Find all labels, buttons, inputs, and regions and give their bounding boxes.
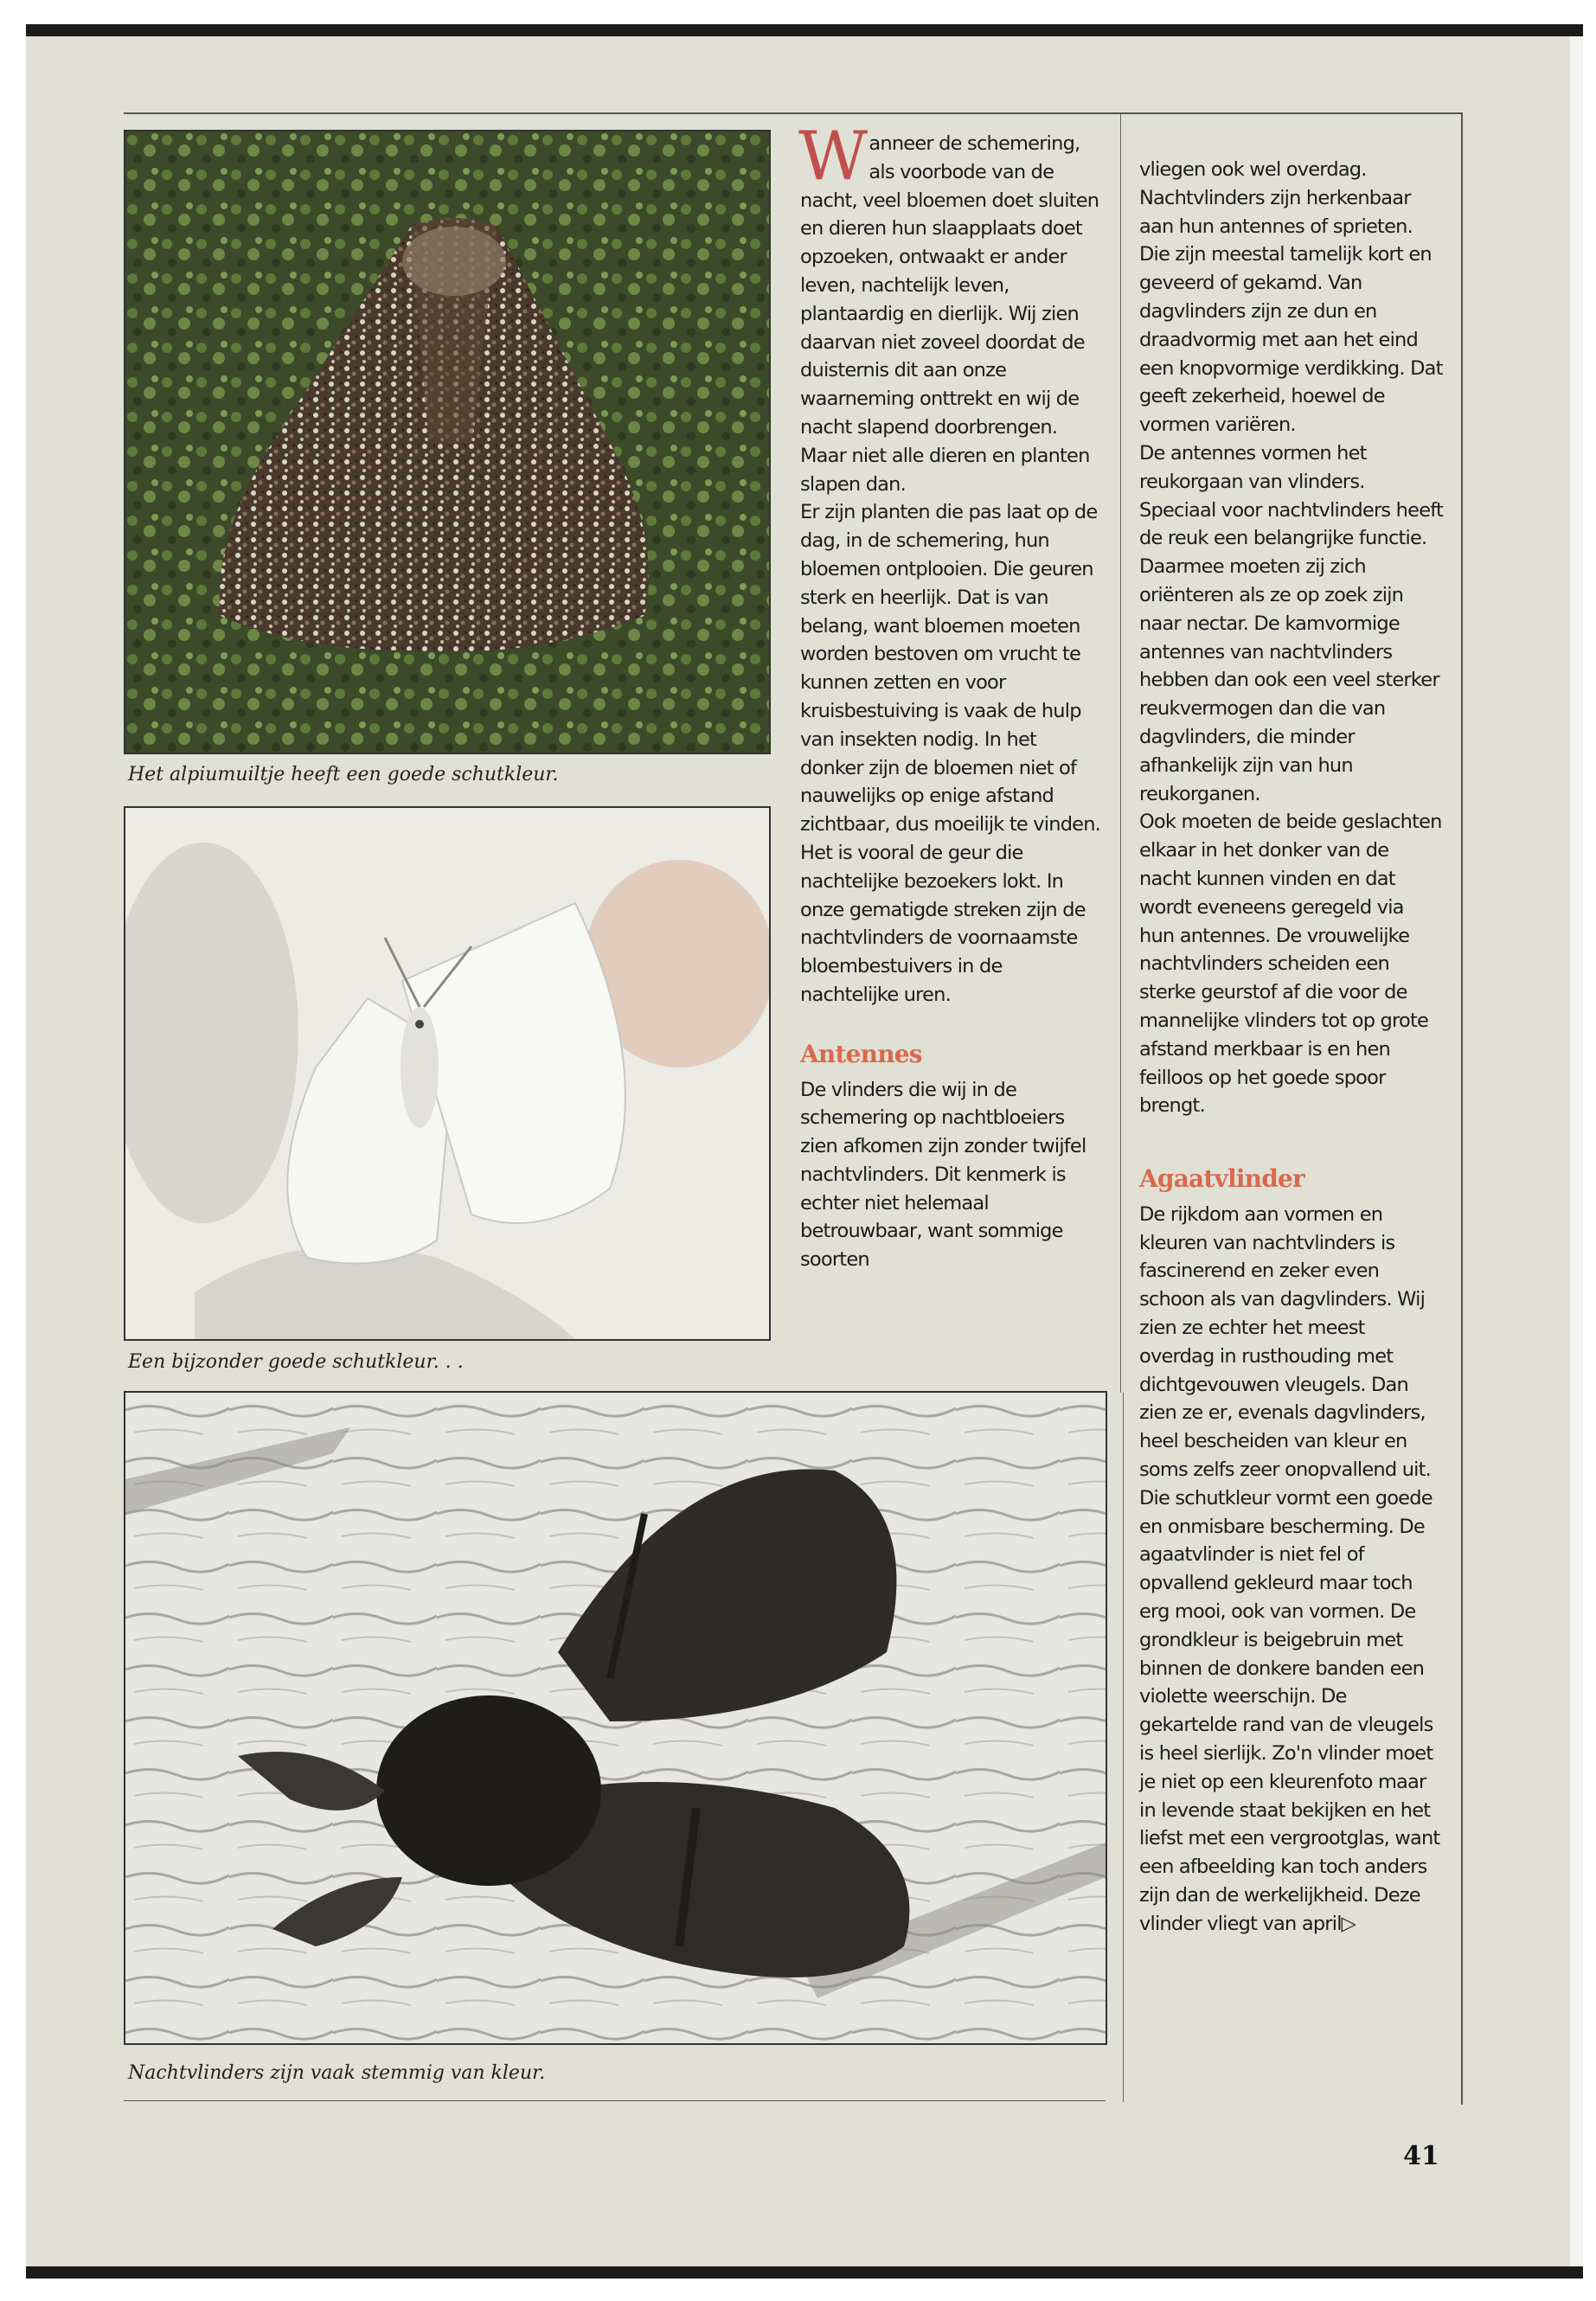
paragraph-smell-organ: De antennes vormen het reukorgaan van vlinders. Speciaal voor nachtvlinders heeft de reuk een belangrijke functie. Daarmee moeten zij zich oriënteren als ze op zoek zijn naar nectar. De kamvormige antennes van nachtvlinders hebben dan ook een veel sterker reukvermogen dan die van dagvlinders, die minder afhankelijk zijn van hun reukorganen. (1139, 441, 1443, 805)
paragraph-night-flowers: Er zijn planten die pas laat op de dag, in de schemering, hun bloemen ontplooien. Die geuren sterk en heerlijk. Dat is van belang, want bloemen moeten worden bestoven om vrucht te kunnen zetten en voor kruisbestuiving is vaak de hulp van insekten nodig. In het donker zijn de bloemen niet of nauwelijks op enige afstand zichtbaar, dus moeilijk te vinden. Het is vooral de geur die nachtelijke bezoekers lokt. In onze gematigde streken zijn de nachtvlinders de voornaamste bloembestuivers in de nachtelijke uren. (800, 501, 1101, 1006)
intro-paragraph (798, 118, 1105, 498)
heading-agaatvlinder: Agaatvlinder (1139, 1164, 1304, 1194)
caption-photo3: Nachtvlinders zijn vaak stemmig van kleur. (128, 2062, 546, 2084)
drop-cap: W (798, 118, 868, 195)
agaatvlinder-text: De rijkdom aan vormen en kleuren van nachtvlinders is fascinerend en zeker even schoon als van dagvlinders. Wij zien ze echter het meest overdag in rusthouding met dichtgevouwen vleugels. Dan zien ze er, evenals dagvlinders, heel bescheiden van kleur en soms zelfs zeer onopvallend uit. Die schutkleur vormt een goede en onmisbare bescherming. De agaatvlinder is niet fel of opvallend gekleurd maar toch erg mooi, ook van vormen. De grondkleur is beigebruin met binnen de donkere banden een violette weerschijn. De gekartelde rand van de vleugels is heel sierlijk. Zo'n vlinder moet je niet op een kleurenfoto maar in levende staat bekijken en het liefst met een vergrootglas, want een afbeelding kan toch anders zijn dan de werkelijkheid. Deze vlinder vliegt van april (1139, 1202, 1440, 1935)
paragraph-scent-mating: Ook moeten de beide geslachten elkaar in het donker van de nacht kunnen vinden en dat wordt eveneens geregeld via hun antennes. De vrouwelijke nachtvlinders scheiden een sterke geurstof af die voor de mannelijke vlinders tot op grote afstand merkbaar is en hen feilloos op het goede spoor brengt. (1139, 811, 1442, 1118)
right-page-edge (1570, 36, 1583, 2266)
heading-antennes: Antennes (800, 1039, 922, 1068)
intro-text: anneer de schemering, als voorbode van de nacht, veel bloemen doet sluiten en dieren hun slaapplaats doet opzoeken, ontwaakt er ander leven, nachtelijk leven, plantaardig en dierlijk. Wij zien daarvan niet zoveel doordat de duisternis dit aan onze waarneming onttrekt en wij de nacht slapend doorbrengen. Maar niet alle dieren en planten slapen dan. (800, 132, 1099, 496)
caption-photo2: Een bijzonder goede schutkleur. . . (128, 1351, 464, 1373)
top-scan-border (26, 24, 1583, 36)
continue-arrow-icon: ▷ (1341, 1912, 1356, 1935)
photo-alpine-moth (124, 130, 771, 754)
column-divider-lower (1123, 1393, 1124, 2102)
paragraph-daytime-flight: vliegen ook wel overdag. Nachtvlinders zijn herkenbaar aan hun antennes of sprieten. Die zijn meestal tamelijk kort en geveerd of gekamd. Van dagvlinders zijn ze dun en draadvormig met aan het eind een knopvormige verdikking. Dat geeft zekerheid, hoewel de vormen variëren. (1139, 158, 1443, 437)
text-column-2 (1139, 156, 1444, 1939)
photo-white-moth (124, 806, 771, 1341)
right-rule (1461, 112, 1463, 2105)
photo-dark-moth (124, 1391, 1107, 2045)
bottom-scan-border (26, 2266, 1583, 2279)
bottom-rule (124, 2100, 1106, 2101)
paragraph-antennes-intro: De vlinders die wij in de schemering op nachtbloeiers zien afkomen zijn zonder twijfel nachtvlinders. Dit kenmerk is echter niet helemaal betrouwbaar, want sommige soorten (800, 1078, 1086, 1272)
text-column-1 (798, 118, 1105, 1274)
column-divider-upper (1120, 114, 1121, 1393)
paragraph-agaatvlinder (1139, 1201, 1444, 1939)
caption-photo1: Het alpiumuiltje heeft een goede schutkleur. (128, 764, 559, 785)
top-rule (124, 112, 1462, 114)
page-number: 41 (1403, 2141, 1439, 2171)
